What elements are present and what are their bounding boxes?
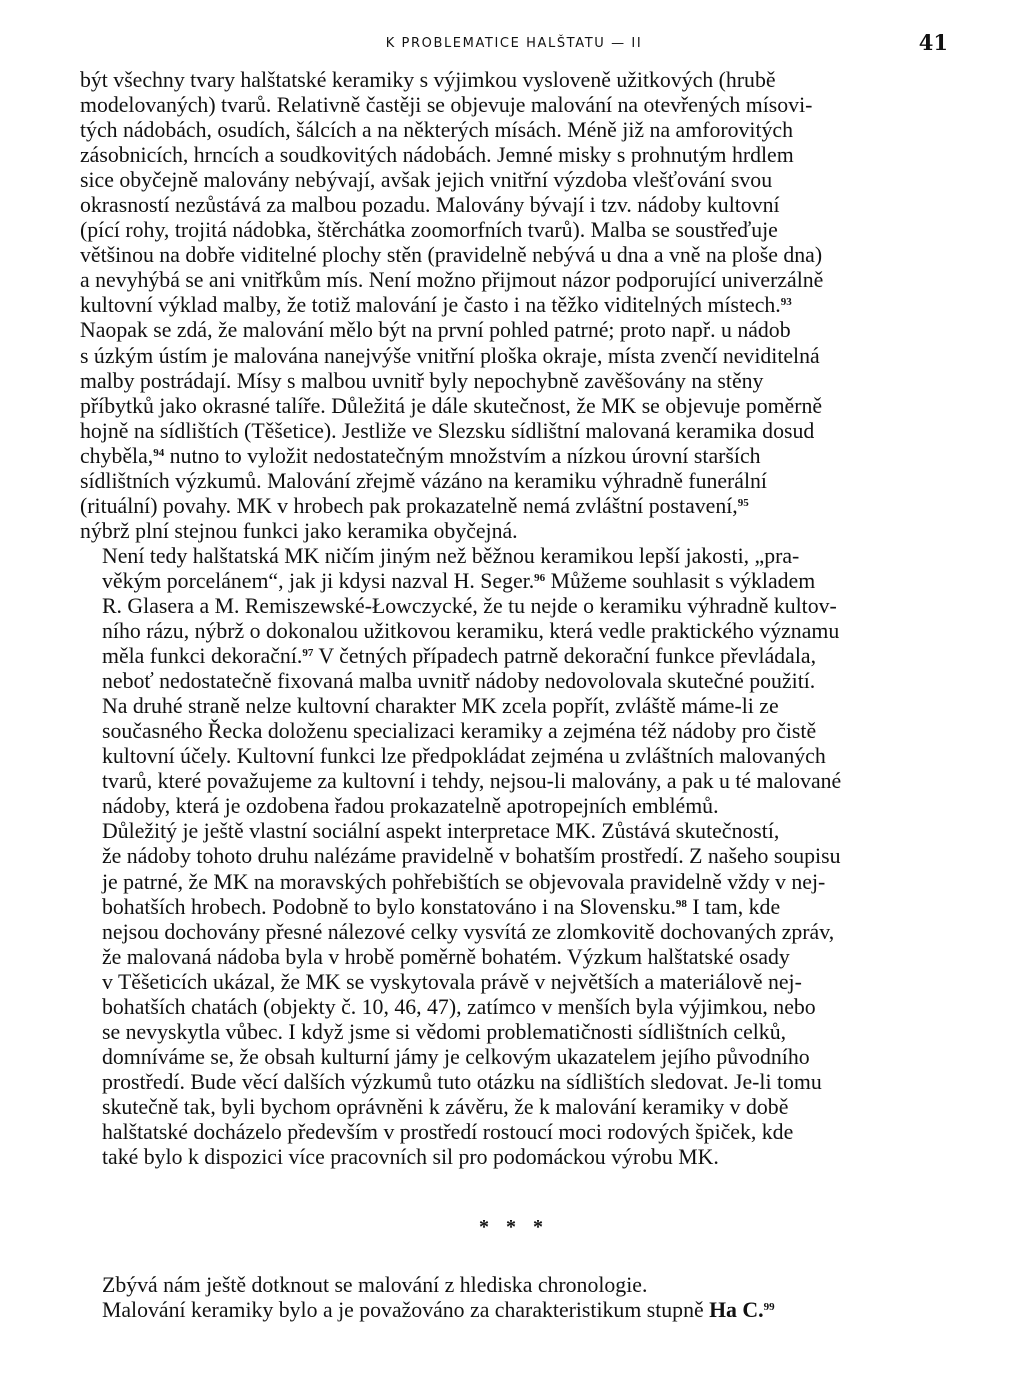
text-line (80, 895, 948, 920)
text-line: nádoby, která je ozdobena řadou prokazatelně apotropejních emblémů. (102, 794, 719, 819)
text-line (80, 293, 948, 318)
text-line: skutečně tak, byli bychom oprávněni k závěru, že k malování keramiky v době (102, 1094, 789, 1119)
page-number: 41 (918, 30, 948, 55)
text-fragment: I tam, kde (686, 894, 781, 919)
closing-text (80, 1273, 948, 1323)
text-line: tých nádobách, osudích, šálcích a na některých mísách. Méně již na amforovitých (80, 118, 793, 143)
footnote-ref-99[interactable]: 99 (763, 1301, 775, 1314)
text-fragment: (rituální) povahy. MK v hrobech pak prokazatelně nemá zvláštní postavení, (80, 493, 738, 518)
body-text (80, 68, 948, 1170)
text-line: Na druhé straně nelze kultovní charakter MK zcela popřít, zvláště máme-li ze (102, 694, 779, 719)
paragraph-1 (80, 68, 948, 544)
text-line: se nevyskytla vůbec. I když jsme si vědomi problematičnosti sídlištních celků, (102, 1019, 787, 1044)
text-line: modelovaných) tvarů. Relativně častěji se objevuje malování na otevřených mísovi- (80, 93, 813, 118)
text-line: příbytků jako okrasné talíře. Důležitá je dále skutečnost, že MK se objevuje poměrně (80, 393, 823, 418)
closing-line (80, 1298, 948, 1323)
text-line: je patrné, že MK na moravských pohřebištích se objevovala pravidelně vždy v nej- (102, 869, 826, 894)
text-fragment: věkým porcelánem“, jak ji kdysi nazval H. Seger. (102, 568, 535, 593)
section-separator: * * * (479, 1216, 549, 1239)
text-line: většinou na dobře viditelné plochy stěn (pravidelně nebývá u dna a vně na ploše dna) (80, 243, 823, 268)
text-fragment: chyběla, (80, 443, 154, 468)
text-line: neboť nedostatečně fixovaná malba uvnitř nádoby nedovolovala skutečné použití. (102, 669, 816, 694)
text-line: Důležitý je ještě vlastní sociální aspekt interpretace MK. Zůstává skutečností, (102, 819, 780, 844)
closing-line: Zbývá nám ještě dotknout se malování z hlediska chronologie. (102, 1273, 648, 1298)
text-line: kultovní účely. Kultovní funkci lze předpokládat zejména u zvláštních malovaných (102, 744, 826, 769)
text-line: být všechny tvary halštatské keramiky s výjimkou vysloveně užitkových (hrubě (80, 68, 776, 92)
text-line: halštatské docházelo především v prostředí rostoucí moci rodových špiček, kde (102, 1119, 794, 1144)
running-title: K PROBLEMATICE HALŠTATU — II (385, 36, 643, 51)
footnote-ref-98[interactable]: 98 (675, 897, 687, 910)
text-line (80, 644, 948, 669)
text-fragment: nutno to vyložit nedostatečným množstvím a nízkou úrovní starších (164, 443, 761, 468)
text-fragment: měla funkci dekorační. (102, 644, 303, 669)
text-fragment: kultovní výklad malby, že totiž malování je často i na těžko viditelných místech. (80, 293, 781, 318)
text-fragment: Můžeme souhlasit s výkladem (545, 568, 816, 593)
text-line: s úzkým ústím je malována nanejvýše vnitřní ploška okraje, místa zvenčí neviditelná (80, 343, 820, 368)
text-line: hojně na sídlištích (Těšetice). Jestliže ve Slezsku sídlištní malovaná keramika dosud (80, 418, 815, 443)
footnote-ref-93[interactable]: 93 (780, 296, 792, 309)
text-line: domníváme se, že obsah kulturní jámy je celkovým ukazatelem jejího původního (102, 1044, 810, 1069)
text-line: že malovaná nádoba byla v hrobě poměrně bohatém. Výzkum halštatské osady (102, 944, 790, 969)
paragraph-2 (80, 544, 948, 820)
footnote-ref-97[interactable]: 97 (302, 647, 314, 660)
text-line: R. Glasera a M. Remiszewské-Łowczycké, že tu nejde o keramiku výhradně kultov- (102, 593, 837, 618)
page (80, 30, 948, 1323)
text-line (80, 444, 948, 469)
paragraph-3 (80, 819, 948, 1170)
footnote-ref-96[interactable]: 96 (534, 571, 546, 584)
text-line: malby postrádají. Mísy s malbou uvnitř byly nepochybně zavěšovány na stěny (80, 368, 764, 393)
text-line: že nádoby tohoto druhu nalézáme pravidelně v bohatším prostředí. Z našeho soupisu (102, 844, 841, 869)
page-header (80, 30, 948, 68)
text-line: (pící rohy, trojitá nádobka, štěrchátka zoomorfních tvarů). Malba se soustřeďuje (80, 218, 778, 243)
text-line: Není tedy halštatská MK ničím jiným než běžnou keramikou lepší jakosti, „pra- (102, 543, 800, 568)
text-line (80, 569, 948, 594)
text-line: nejsou dochovány přesné nálezové celky vysvítá ze zlomkovitě dochovaných zpráv, (102, 919, 835, 944)
text-line: nýbrž plní stejnou funkci jako keramika obyčejná. (80, 518, 518, 543)
text-line: Naopak se zdá, že malování mělo být na první pohled patrné; proto např. u nádob (80, 318, 791, 343)
text-line: v Těšeticích ukázal, že MK se vyskytovala právě v největších a materiálově nej- (102, 969, 802, 994)
text-line: zásobnicích, hrncích a soudkovitých nádobách. Jemné misky s prohnutým hrdlem (80, 143, 794, 168)
text-line: okrasností nezůstává za malbou pozadu. Malovány bývají i tzv. nádoby kultovní (80, 193, 780, 218)
text-line: sídlištních výzkumů. Malování zřejmě vázáno na keramiku výhradně funerální (80, 468, 767, 493)
text-fragment: V četných případech patrně dekorační funkce převládala, (313, 644, 817, 669)
text-line: prostředí. Bude věcí dalších výzkumů tuto otázku na sídlištích sledovat. Je-li tomu (102, 1069, 822, 1094)
text-line: bohatších chatách (objekty č. 10, 46, 47), zatímco v menších byla výjimkou, nebo (102, 994, 816, 1019)
text-fragment: Malování keramiky bylo a je považováno za charakteristikum stupně (102, 1298, 704, 1323)
text-line: také bylo k dispozici více pracovních sil pro podomáckou výrobu MK. (102, 1145, 719, 1170)
footnote-ref-94[interactable]: 94 (153, 446, 165, 459)
text-line: tvarů, které považujeme za kultovní i tehdy, nejsou-li malovány, a pak u té malované (102, 769, 842, 794)
text-line: a nevyhýbá se ani vnitřkům mís. Není možno přijmout názor podporující univerzálně (80, 268, 824, 293)
footnote-ref-95[interactable]: 95 (737, 496, 749, 509)
text-line: současného Řecka doloženu specializaci keramiky a zejména též nádoby pro čistě (102, 719, 817, 744)
stage-label: Ha C. (709, 1298, 764, 1323)
text-line: sice obyčejně malovány nebývají, avšak jejich vnitřní výzdoba vlešťování svou (80, 168, 773, 193)
text-fragment: bohatších hrobech. Podobně to bylo konstatováno i na Slovensku. (102, 894, 676, 919)
text-line: ního rázu, nýbrž o dokonalou užitkovou keramiku, která vedle praktického významu (102, 619, 840, 644)
text-line (80, 494, 948, 519)
